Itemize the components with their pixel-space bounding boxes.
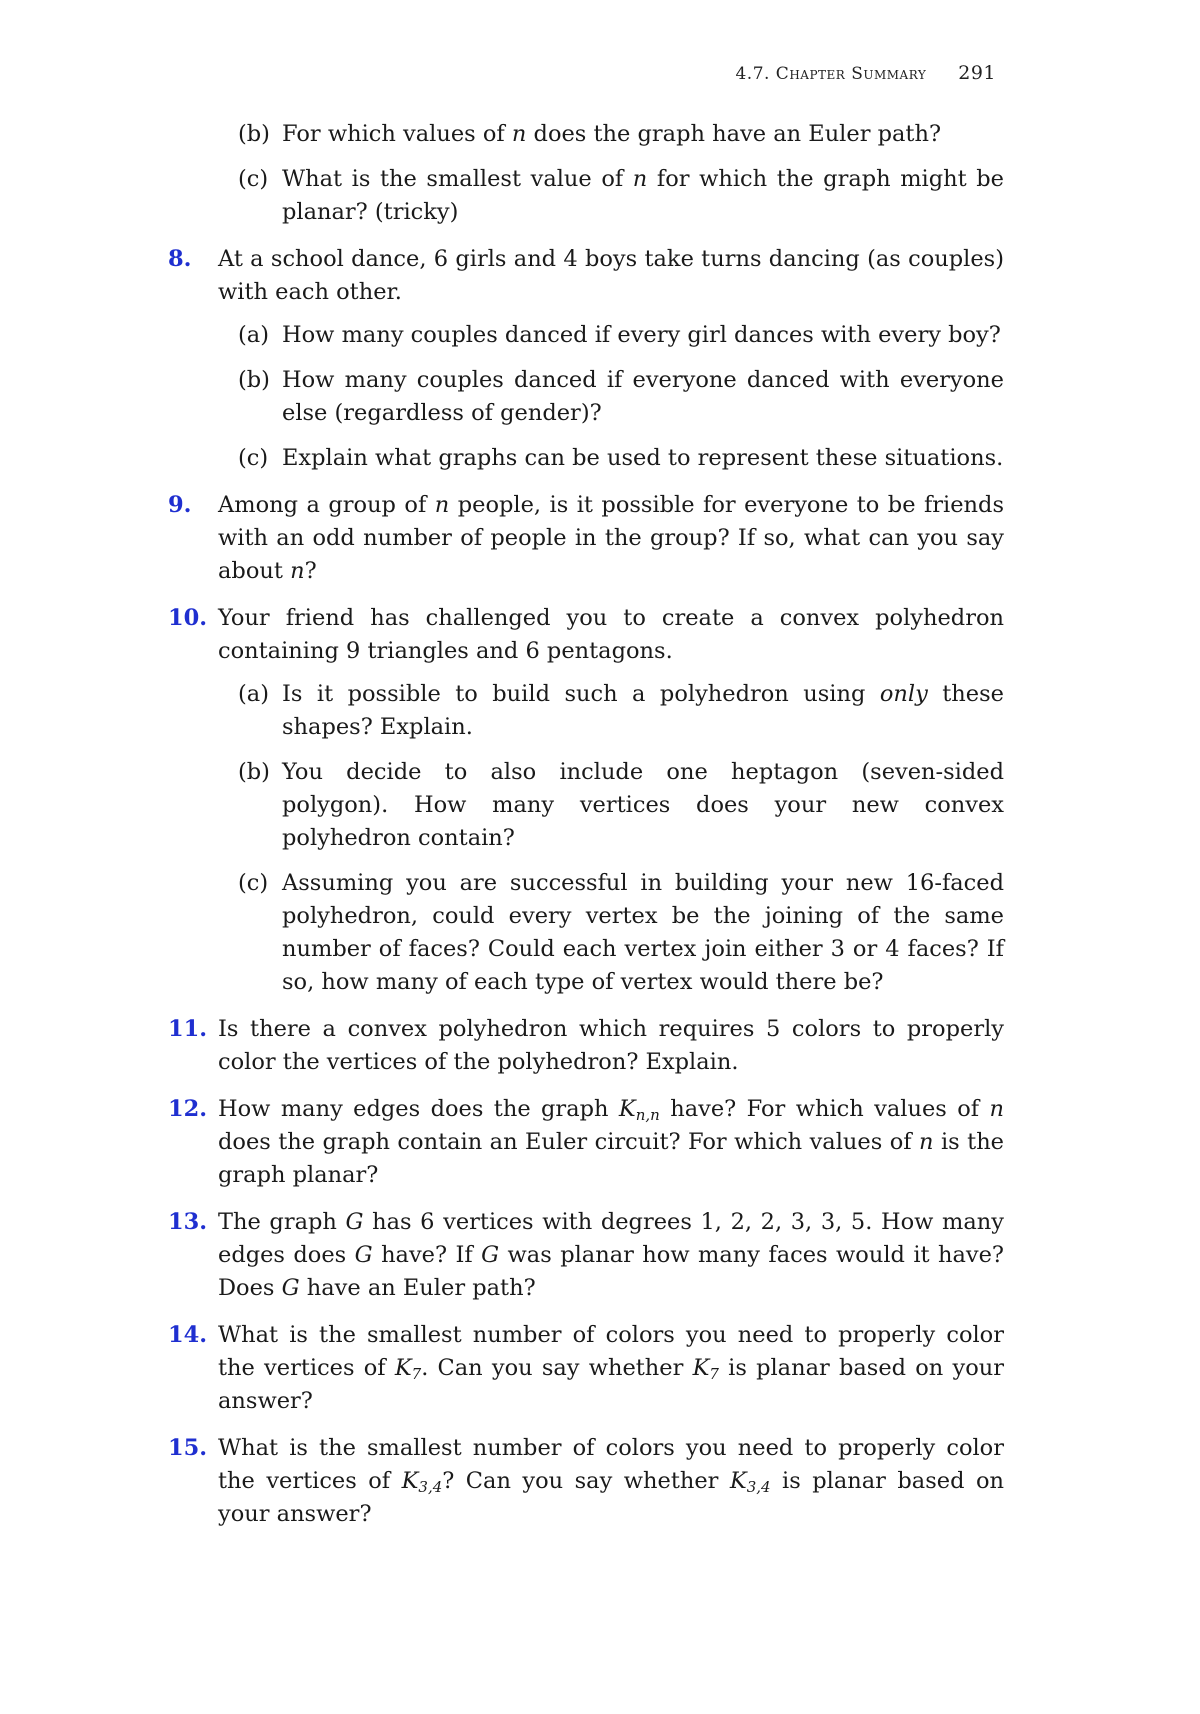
problem-text: Is there a convex polyhedron which requires 5 colors to properly color the vertices of the polyhedron? Explain. — [218, 1016, 1004, 1075]
problem-number: 10. — [168, 605, 208, 631]
subproblem-text: For which values of n does the graph have an Euler path? — [282, 121, 942, 147]
subproblem-text: Is it possible to build such a polyhedron using only these shapes? Explain. — [282, 681, 1004, 740]
subproblem-text: Assuming you are successful in building your new 16-faced polyhedron, could every vertex be the joining of the same number of faces? Could each vertex join either 3 or 4 faces? If so, how many of each type of vertex would there be? — [282, 870, 1004, 995]
subproblem-label: (c) — [238, 445, 269, 471]
page-number: 291 — [958, 62, 996, 84]
problem-13 — [168, 1206, 1004, 1305]
section-title: 4.7. Chapter Summary — [735, 64, 927, 84]
subproblem-10b — [168, 756, 1004, 855]
subproblem-label: (c) — [238, 166, 269, 192]
subproblem-label: (b) — [238, 367, 270, 393]
problem-number: 14. — [168, 1322, 208, 1348]
problem-12 — [168, 1093, 1004, 1192]
problem-11 — [168, 1013, 1004, 1079]
problem-text: Your friend has challenged you to create a convex polyhedron containing 9 triangles and 6 pentagons. — [218, 605, 1004, 664]
subproblem-label: (b) — [238, 121, 270, 147]
subproblem-8b — [168, 364, 1004, 430]
problem-text: How many edges does the graph $K_{n,n}$ have? For which values of n does the graph contain an Euler circuit? For which values of n is the graph planar? — [218, 1096, 1004, 1188]
subproblem-label: (a) — [238, 681, 269, 707]
subproblem-text: You decide to also include one heptagon (seven-sided polygon). How many vertices does your new convex polyhedron contain? — [282, 759, 1004, 851]
subproblem-text: How many couples danced if everyone danced with everyone else (regardless of gender)? — [282, 367, 1004, 426]
problem-text: At a school dance, 6 girls and 4 boys take turns dancing (as couples) with each other. — [218, 246, 1004, 305]
problem-number: 8. — [168, 246, 192, 272]
problem-number: 9. — [168, 492, 192, 518]
problem-text: What is the smallest number of colors you need to properly color the vertices of $K_7$. Can you say whether $K_7$ is planar based on your answer? — [218, 1322, 1004, 1414]
problem-text: The graph G has 6 vertices with degrees 1, 2, 2, 3, 3, 5. How many edges does G have? If G was planar how many faces would it have? Does G have an Euler path? — [218, 1209, 1005, 1301]
subproblem-7b — [168, 118, 1004, 151]
subproblem-8a — [168, 319, 1004, 352]
problem-14 — [168, 1319, 1004, 1418]
subproblem-10a — [168, 678, 1004, 744]
problem-text: What is the smallest number of colors you need to properly color the vertices of $K_{3,4}$? Can you say whether $K_{3,4}$ is planar based on your answer? — [218, 1435, 1004, 1527]
problem-9 — [168, 489, 1004, 588]
problem-text: Among a group of n people, is it possible for everyone to be friends with an odd number of people in the group? If so, what can you say about n? — [218, 492, 1005, 584]
problem-number: 15. — [168, 1435, 208, 1461]
subproblem-label: (b) — [238, 759, 270, 785]
running-header — [735, 62, 996, 84]
problem-10 — [168, 602, 1004, 999]
problem-15 — [168, 1432, 1004, 1531]
subproblem-7c — [168, 163, 1004, 229]
subproblem-label: (c) — [238, 870, 269, 896]
subproblem-10c — [168, 867, 1004, 999]
subproblem-text: What is the smallest value of n for which the graph might be planar? (tricky) — [282, 166, 1004, 225]
problem-list — [168, 118, 1004, 1541]
subproblem-text: How many couples danced if every girl dances with every boy? — [282, 322, 1001, 348]
subproblem-8c — [168, 442, 1004, 475]
subproblem-label: (a) — [238, 322, 269, 348]
problem-number: 12. — [168, 1096, 208, 1122]
problem-8 — [168, 243, 1004, 475]
problem-number: 11. — [168, 1016, 208, 1042]
subproblem-text: Explain what graphs can be used to represent these situations. — [282, 445, 1004, 471]
problem-number: 13. — [168, 1209, 208, 1235]
